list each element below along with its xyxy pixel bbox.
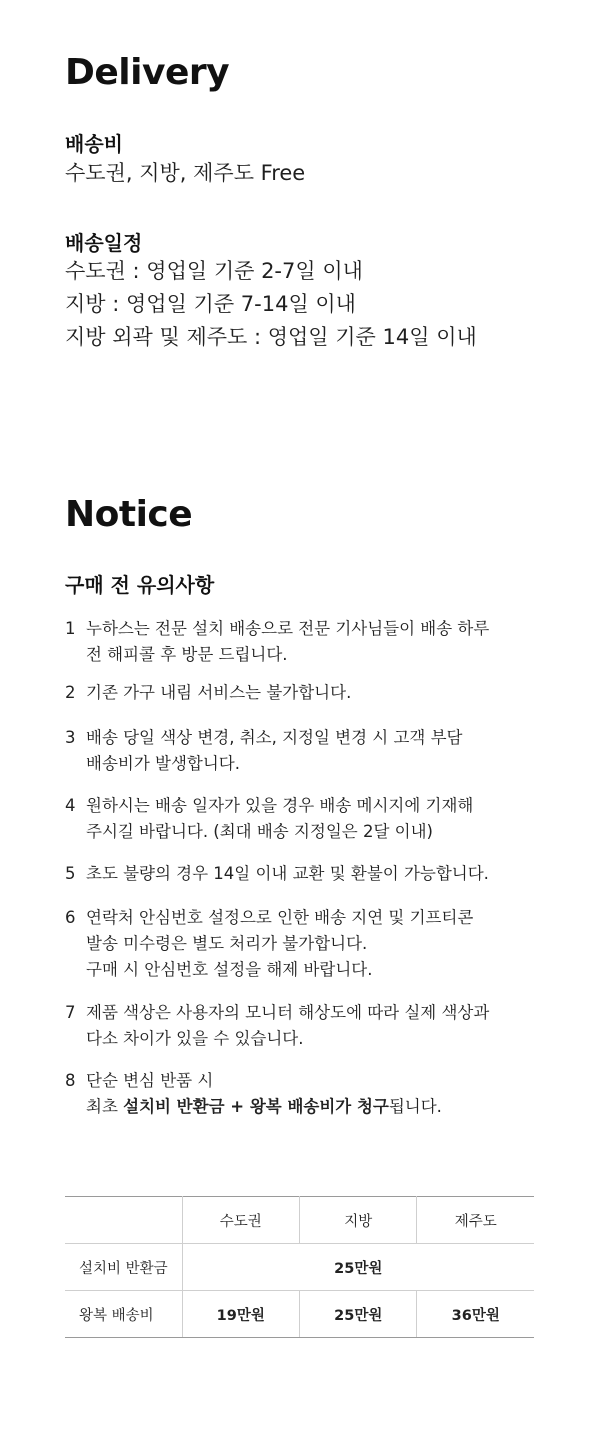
notice-line: 배송 당일 색상 변경, 취소, 지정일 변경 시 고객 부담 [86, 728, 463, 747]
table-row-header: 왕복 배송비 [65, 1291, 182, 1338]
delivery-schedule-heading: 배송일정 [65, 231, 143, 255]
delivery-schedule-line: 지방 : 영업일 기준 7-14일 이내 [65, 292, 356, 316]
table-row-header: 설치비 반환금 [65, 1244, 182, 1291]
table-column-header: 지방 [300, 1197, 417, 1244]
notice-line: 구매 시 안심번호 설정을 해제 바랍니다. [86, 960, 373, 979]
delivery-schedule-line: 지방 외곽 및 제주도 : 영업일 기준 14일 이내 [65, 325, 477, 349]
notice-line: 발송 미수령은 별도 처리가 불가합니다. [86, 934, 368, 953]
notice-line: 다소 차이가 있을 수 있습니다. [86, 1029, 304, 1048]
table-column-header: 수도권 [182, 1197, 299, 1244]
notice-title: Notice [65, 494, 193, 535]
notice-line: 초도 불량의 경우 14일 이내 교환 및 환불이 가능합니다. [86, 864, 489, 883]
notice-line: 누하스는 전문 설치 배송으로 전문 기사님들이 배송 하루 [86, 619, 490, 638]
notice-line: 연락처 안심번호 설정으로 인한 배송 지연 및 기프티콘 [86, 908, 474, 927]
notice-line-emphasis [86, 1094, 546, 1120]
table-column-header: 제주도 [417, 1197, 534, 1244]
roundtrip-fee-value: 36만원 [417, 1291, 534, 1338]
table-row [65, 1244, 534, 1291]
notice-line: 기존 가구 내림 서비스는 불가합니다. [86, 683, 352, 702]
delivery-fee-text: 수도권, 지방, 제주도 Free [65, 161, 306, 185]
notice-number: 3 [65, 728, 76, 747]
table-row [65, 1291, 534, 1338]
notice-line: 단순 변심 반품 시 [86, 1071, 214, 1090]
notice-number: 7 [65, 1003, 76, 1022]
install-fee-value: 25만원 [182, 1244, 534, 1291]
roundtrip-fee-value: 25만원 [300, 1291, 417, 1338]
notice-line: 제품 색상은 사용자의 모니터 해상도에 따라 실제 색상과 [86, 1003, 490, 1022]
notice-number: 8 [65, 1071, 76, 1090]
notice-number: 2 [65, 683, 76, 702]
notice-line: 원하시는 배송 일자가 있을 경우 배송 메시지에 기재해 [86, 796, 474, 815]
notice-number: 5 [65, 864, 76, 883]
notice-line-suffix: 됩니다. [388, 1097, 442, 1116]
table-corner-cell [65, 1197, 182, 1244]
notice-line: 전 해피콜 후 방문 드립니다. [86, 645, 288, 664]
table-header-row [65, 1197, 534, 1244]
fee-table [65, 1196, 534, 1338]
notice-line-prefix: 최초 [86, 1097, 124, 1116]
notice-number: 4 [65, 796, 76, 815]
delivery-fee-heading: 배송비 [65, 132, 123, 156]
notice-number: 6 [65, 908, 76, 927]
notice-emphasis-text: 설치비 반환금 + 왕복 배송비가 청구 [123, 1097, 389, 1116]
delivery-title: Delivery [65, 52, 230, 93]
delivery-schedule-line: 수도권 : 영업일 기준 2-7일 이내 [65, 259, 363, 283]
notice-number: 1 [65, 619, 76, 638]
roundtrip-fee-value: 19만원 [182, 1291, 299, 1338]
notice-line: 주시길 바랍니다. (최대 배송 지정일은 2달 이내) [86, 822, 433, 841]
notice-line: 배송비가 발생합니다. [86, 754, 240, 773]
notice-subheading: 구매 전 유의사항 [65, 573, 215, 597]
